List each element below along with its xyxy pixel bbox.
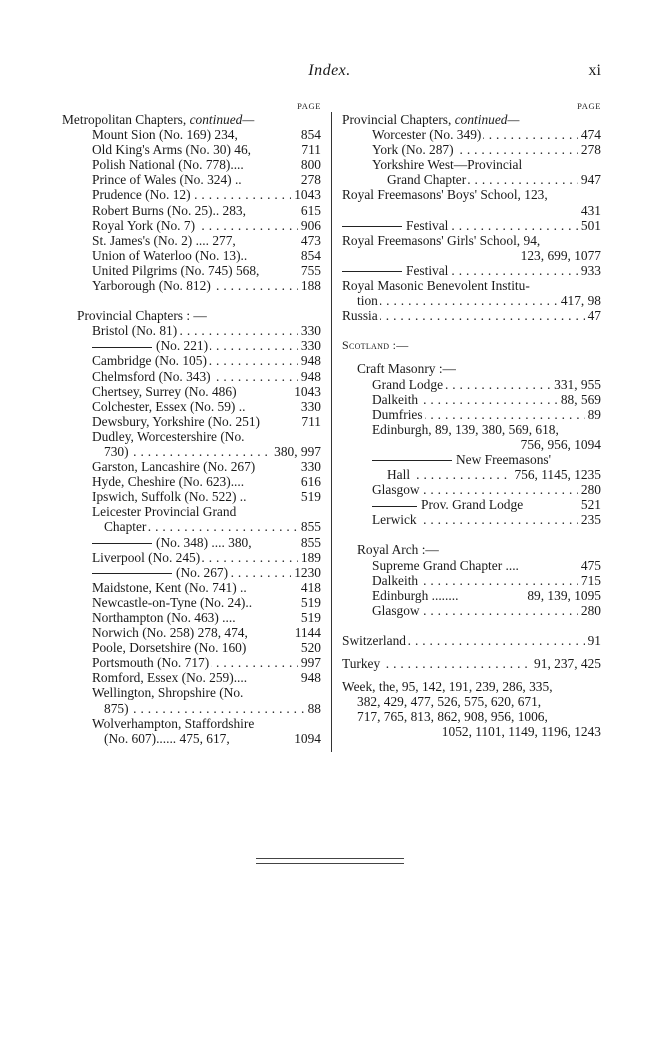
section-heading — [342, 112, 601, 127]
index-entry: . . . Lerwick 235 — [372, 512, 601, 527]
index-entry: . . . 875) 88 — [104, 701, 321, 716]
craft-masonry-list — [372, 377, 601, 528]
index-entry: Edinburgh ........ 89, 139, 1095 — [372, 587, 601, 603]
index-entry-continuation: 717, 765, 813, 862, 908, 956, 1006, — [357, 709, 548, 725]
index-entry: . . . Portsmouth (No. 717) 997 — [92, 655, 321, 670]
spacer — [62, 293, 321, 308]
index-entry: . . . Hall 756, 1145, 1235 — [387, 467, 601, 482]
index-entry: . . . 730) 380, 997 — [104, 444, 321, 459]
index-entry: (No. 348) .... 380, 855 — [92, 535, 321, 550]
index-entry: . . . Chelmsford (No. 343) 948 — [92, 369, 321, 384]
index-entry-continuation: 382, 429, 477, 526, 575, 620, 671, — [357, 694, 542, 710]
index-entry: Colchester, Essex (No. 59) .. 330 — [92, 398, 321, 414]
index-entry: Old King's Arms (No. 30) 46, 711 — [92, 142, 321, 158]
index-entry: . . . Royal York (No. 7) 906 — [92, 218, 321, 233]
spacer — [342, 671, 601, 679]
right-column — [342, 100, 601, 739]
index-entry: . . . Prudence (No. 12) 1043 — [92, 187, 321, 202]
index-entry-start: Yorkshire West—Provincial — [372, 157, 523, 173]
index-entry-start: Edinburgh, 89, 139, 380, 569, 618, — [372, 421, 559, 437]
index-entry: Prov. Grand Lodge 521 — [372, 497, 601, 512]
ditto-dash — [92, 543, 152, 544]
index-entry: Ipswich, Suffolk (No. 522) .. 519 — [92, 489, 321, 505]
index-entry-continuation: 756, 956, 1094 — [372, 437, 601, 452]
subsection-heading: Royal Arch :— — [357, 542, 439, 558]
spacer — [342, 618, 601, 633]
index-entry: Northampton (No. 463) .... 519 — [92, 610, 321, 625]
royal-arch-list — [372, 558, 601, 618]
index-entry: United Pilgrims (No. 745) 568, 755 — [92, 262, 321, 278]
section-heading: Scotland :— — [342, 338, 409, 353]
index-entry: . . . Turkey 91, 237, 425 — [342, 656, 601, 671]
index-entry-continuation: 431 — [342, 203, 601, 218]
index-entry: . . . Liverpool (No. 245) 189 — [92, 550, 321, 565]
ditto-dash — [372, 460, 452, 461]
spacer — [342, 323, 601, 338]
index-entry: Newcastle-on-Tyne (No. 24).. 519 — [92, 594, 321, 610]
ditto-dash — [372, 506, 417, 507]
index-entry: Polish National (No. 778).... 800 — [92, 157, 321, 173]
provincial-continued-list — [372, 127, 601, 187]
index-entry: Garston, Lancashire (No. 267) 330 — [92, 459, 321, 475]
spacer — [342, 527, 601, 542]
index-entry: . . . Dumfries 89 — [372, 407, 601, 422]
index-entry-start: Royal Freemasons' Girls' School, 94, — [342, 232, 541, 248]
index-entry: . . . (No. 267) 1230 — [92, 565, 321, 580]
index-entry: . . . tion 417, 98 — [357, 293, 601, 308]
index-entry: Mount Sion (No. 169) 234, 854 — [92, 127, 321, 143]
index-entry: (No. 607)...... 475, 617, 1094 — [104, 730, 321, 746]
ditto-dash — [92, 347, 152, 348]
index-entry-continuation: 123, 699, 1077 — [342, 248, 601, 263]
index-entry: St. James's (No. 2) .... 277, 473 — [92, 232, 321, 248]
heading-text: Metropolitan Chapters, — [62, 112, 190, 127]
ditto-dash — [342, 271, 402, 272]
index-entry: Supreme Grand Chapter .... 475 — [372, 557, 601, 573]
index-entry-start: Wellington, Shropshire (No. — [92, 685, 244, 701]
index-entry: . . . Cambridge (No. 105) 948 — [92, 353, 321, 368]
end-rule — [256, 858, 404, 864]
column-divider — [331, 112, 332, 752]
index-entry-continuation: 1052, 1101, 1149, 1196, 1243 — [342, 724, 601, 739]
index-entry: . . . Russia 47 — [342, 308, 601, 323]
index-entry: . . . Glasgow 280 — [372, 482, 601, 497]
index-entry: . . . Bristol (No. 81) 330 — [92, 323, 321, 338]
ditto-dash — [342, 226, 402, 227]
index-entry: . . . Chapter 855 — [104, 519, 321, 534]
ditto-dash — [92, 573, 172, 574]
index-entry: . . . Glasgow 280 — [372, 603, 601, 618]
index-entry: Union of Waterloo (No. 13).. 854 — [92, 247, 321, 263]
spacer — [342, 353, 601, 361]
page-column-label: PAGE — [577, 101, 601, 111]
running-title: Index. — [308, 62, 351, 79]
index-entry: . . . Festival 933 — [342, 263, 601, 278]
index-entry: . . . Grand Lodge 331, 955 — [372, 377, 601, 392]
provincial-list — [92, 323, 321, 746]
index-entry: Romford, Essex (No. 259).... 948 — [92, 670, 321, 686]
index-entry: . . . Festival 501 — [342, 218, 601, 233]
index-entry: Norwich (No. 258) 278, 474, 1144 — [92, 625, 321, 641]
index-entry: . . . Worcester (No. 349) 474 — [372, 127, 601, 142]
heading-text: Provincial Chapters, — [342, 112, 455, 127]
continued-label: continued— — [189, 112, 255, 127]
index-entry: . . . Yarborough (No. 812) 188 — [92, 278, 321, 293]
section-heading — [62, 112, 321, 127]
index-entry-start: Dudley, Worcestershire (No. — [92, 428, 245, 444]
index-entry: . . . Switzerland 91 — [342, 633, 601, 648]
index-entry: . . . York (No. 287) 278 — [372, 142, 601, 157]
page-column-label: PAGE — [297, 101, 321, 111]
index-entry: Chertsey, Surrey (No. 486) 1043 — [92, 383, 321, 399]
index-entry: . . . (No. 221) 330 — [92, 338, 321, 353]
index-entry: Robert Burns (No. 25).. 283, 615 — [92, 202, 321, 218]
index-entry-start: Wolverhampton, Staffordshire — [92, 715, 255, 731]
continued-label: continued— — [454, 112, 520, 127]
index-entry-start: Royal Masonic Benevolent Institu- — [342, 278, 530, 294]
subsection-heading: Craft Masonry :— — [357, 361, 456, 377]
left-column — [62, 100, 321, 746]
index-entry: Poole, Dorsetshire (No. 160) 520 — [92, 640, 321, 656]
index-entry: . . . Grand Chapter 947 — [387, 172, 601, 187]
index-entry-start: Week, the, 95, 142, 191, 239, 286, 335, — [342, 679, 553, 695]
section-heading: Provincial Chapters : — — [77, 308, 207, 324]
page-number: xi — [588, 62, 601, 79]
index-entry-start: Royal Freemasons' Boys' School, 123, — [342, 187, 548, 203]
index-entry-start: Leicester Provincial Grand — [92, 504, 237, 520]
index-entry: Hyde, Cheshire (No. 623).... 616 — [92, 474, 321, 490]
spacer — [342, 648, 601, 656]
metropolitan-list — [92, 127, 321, 293]
index-entry: Dewsbury, Yorkshire (No. 251) 711 — [92, 413, 321, 429]
index-entry: Prince of Wales (No. 324) .. 278 — [92, 172, 321, 188]
index-entry: . . . Dalkeith 715 — [372, 573, 601, 588]
index-entry-start: New Freemasons' — [372, 452, 601, 467]
index-entry: . . . Dalkeith 88, 569 — [372, 392, 601, 407]
index-entry: Maidstone, Kent (No. 741) .. 418 — [92, 579, 321, 595]
